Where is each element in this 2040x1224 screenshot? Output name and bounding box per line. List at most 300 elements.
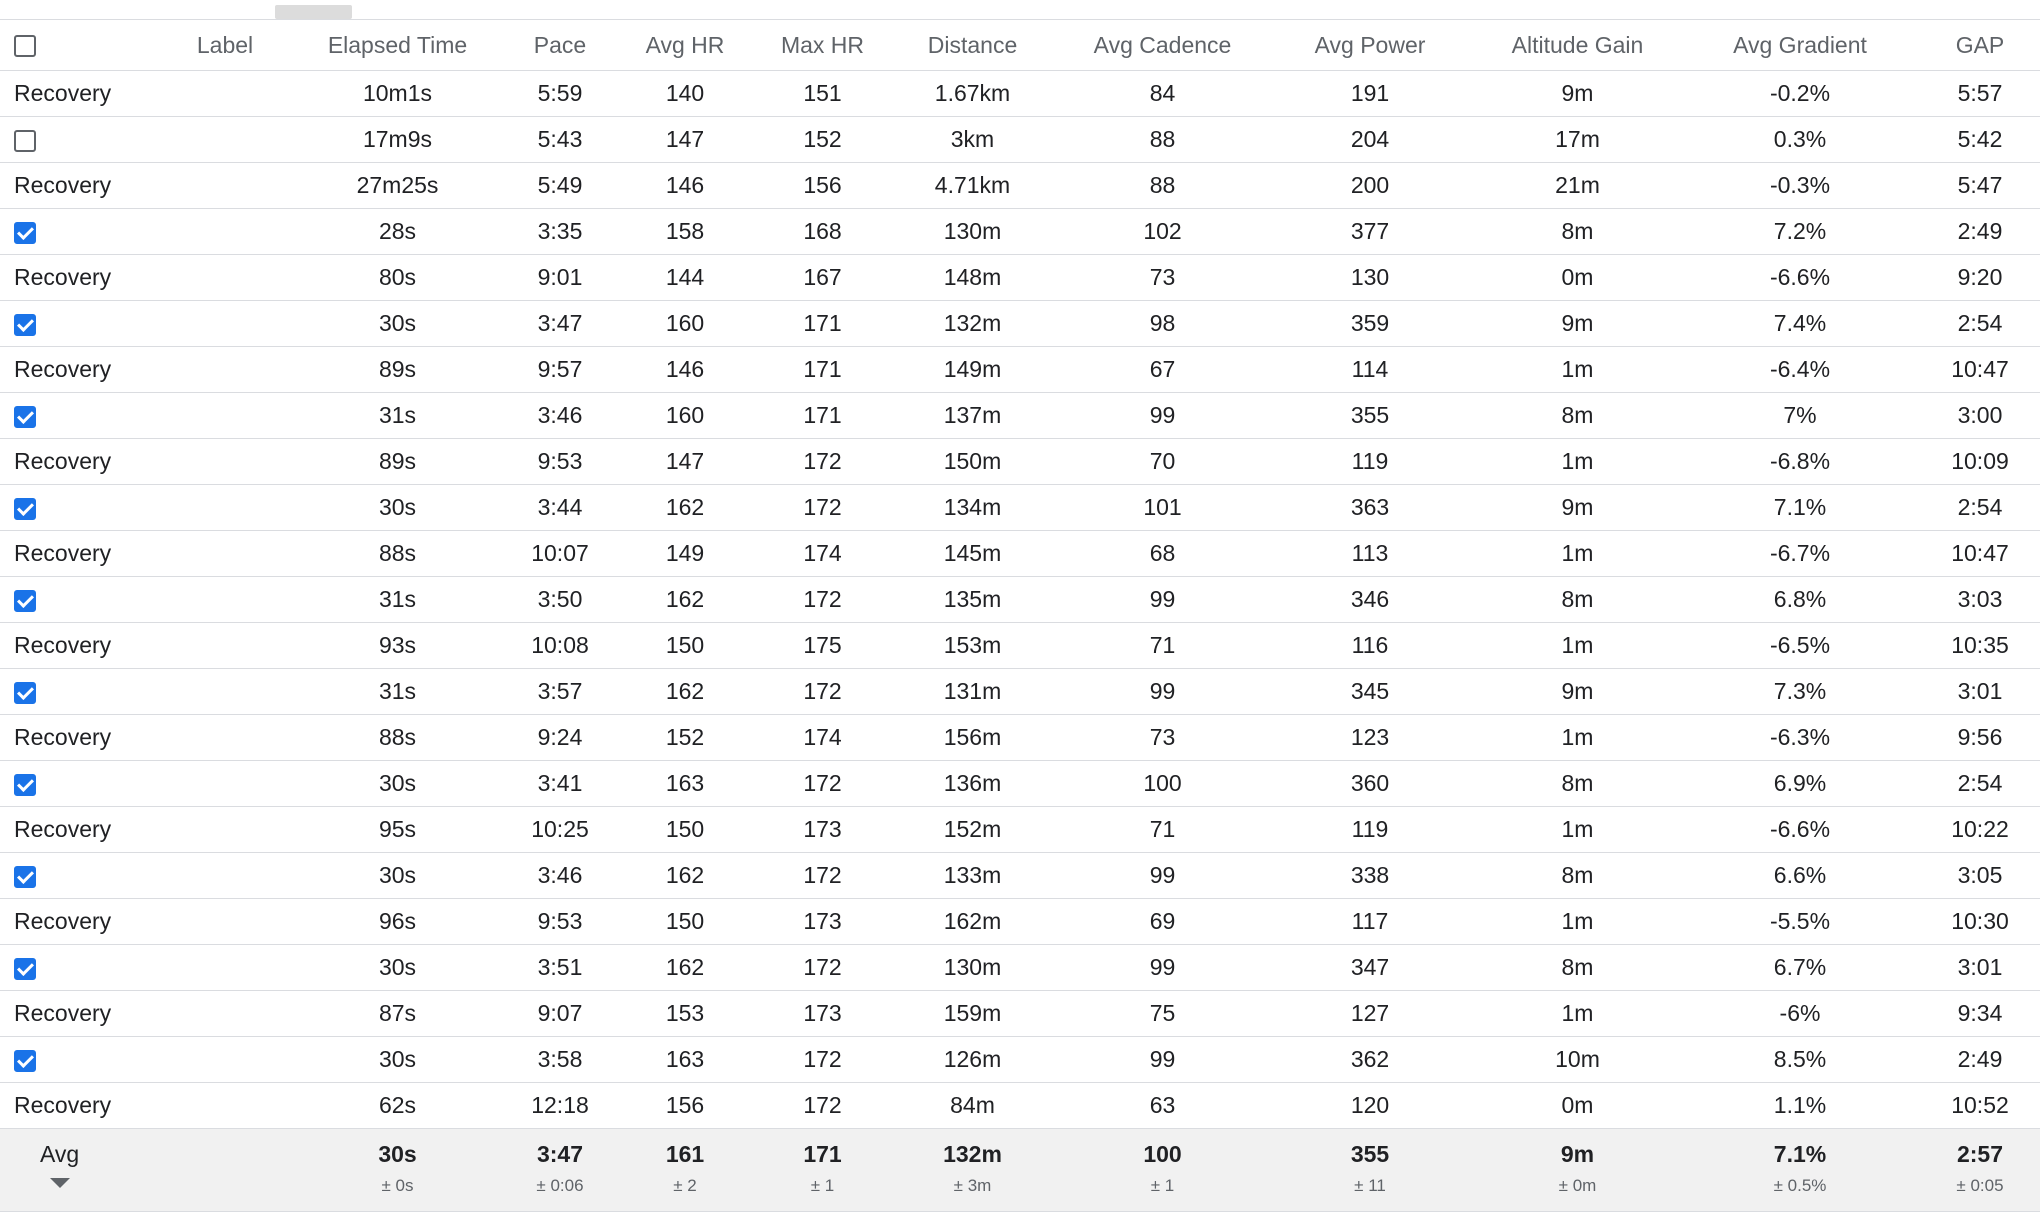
summary-deviation: ± 0:05	[1956, 1176, 2004, 1195]
summary-label-cell	[0, 1129, 285, 1212]
table-row[interactable]	[0, 255, 2040, 301]
cell-elapsed-time: 31s	[285, 577, 510, 623]
cell-avg-hr: 150	[610, 899, 760, 945]
cell-max-hr: 172	[760, 945, 885, 991]
table-row[interactable]	[0, 71, 2040, 117]
row-label: Recovery	[14, 816, 112, 842]
table-row[interactable]	[0, 347, 2040, 393]
row-checkbox-icon[interactable]	[14, 498, 36, 520]
cell-avg-gradient: -6.8%	[1680, 439, 1920, 485]
cell-avg-power: 116	[1265, 623, 1475, 669]
cell-avg-hr: 162	[610, 669, 760, 715]
row-label: Recovery	[14, 80, 112, 106]
table-row[interactable]	[0, 807, 2040, 853]
cell-avg-hr: 163	[610, 761, 760, 807]
cell-avg-cadence: 88	[1060, 163, 1265, 209]
cell-gap: 10:52	[1920, 1083, 2040, 1129]
row-checkbox-icon[interactable]	[14, 314, 36, 336]
cell-distance: 150m	[885, 439, 1060, 485]
cell-gap: 9:56	[1920, 715, 2040, 761]
row-label-cell	[0, 945, 285, 991]
summary-deviation: ± 1	[1150, 1176, 1175, 1195]
cell-avg-hr: 149	[610, 531, 760, 577]
cell-avg-gradient: 6.7%	[1680, 945, 1920, 991]
cell-distance: 148m	[885, 255, 1060, 301]
cell-distance: 132m	[885, 301, 1060, 347]
summary-deviation: ± 0s	[381, 1176, 414, 1195]
summary-cell-gap	[1920, 1129, 2040, 1212]
cell-avg-power: 114	[1265, 347, 1475, 393]
cell-gap: 10:35	[1920, 623, 2040, 669]
cell-avg-power: 346	[1265, 577, 1475, 623]
row-label-cell	[0, 669, 285, 715]
cell-elapsed-time: 27m25s	[285, 163, 510, 209]
cell-gap: 3:01	[1920, 669, 2040, 715]
row-label-cell	[0, 393, 285, 439]
cell-avg-hr: 147	[610, 117, 760, 163]
column-header-avg-gradient[interactable]: Avg Gradient	[1680, 20, 1920, 71]
cell-avg-cadence: 99	[1060, 393, 1265, 439]
cell-altitude-gain: 8m	[1475, 209, 1680, 255]
cell-avg-cadence: 73	[1060, 715, 1265, 761]
cell-avg-power: 127	[1265, 991, 1475, 1037]
summary-cell-avg-gradient	[1680, 1129, 1920, 1212]
summary-deviation: ± 0:06	[536, 1176, 584, 1195]
table-row[interactable]	[0, 899, 2040, 945]
cell-altitude-gain: 10m	[1475, 1037, 1680, 1083]
cell-pace: 3:51	[510, 945, 610, 991]
cell-avg-gradient: 0.3%	[1680, 117, 1920, 163]
row-checkbox-icon[interactable]	[14, 1050, 36, 1072]
cell-elapsed-time: 89s	[285, 347, 510, 393]
row-label-cell	[0, 623, 285, 669]
row-label-cell	[0, 347, 285, 393]
cell-avg-gradient: -6.7%	[1680, 531, 1920, 577]
cell-elapsed-time: 31s	[285, 393, 510, 439]
cell-gap: 10:09	[1920, 439, 2040, 485]
column-header-altitude-gain[interactable]: Altitude Gain	[1475, 20, 1680, 71]
cell-gap: 2:54	[1920, 485, 2040, 531]
cell-elapsed-time: 95s	[285, 807, 510, 853]
cell-max-hr: 173	[760, 991, 885, 1037]
cell-distance: 134m	[885, 485, 1060, 531]
cell-avg-cadence: 99	[1060, 853, 1265, 899]
cell-altitude-gain: 8m	[1475, 393, 1680, 439]
cell-altitude-gain: 8m	[1475, 853, 1680, 899]
table-row[interactable]	[0, 623, 2040, 669]
table-row[interactable]	[0, 485, 2040, 531]
summary-deviation: ± 0.5%	[1773, 1176, 1827, 1195]
cell-elapsed-time: 30s	[285, 761, 510, 807]
cell-altitude-gain: 17m	[1475, 117, 1680, 163]
cell-avg-hr: 153	[610, 991, 760, 1037]
cell-altitude-gain: 1m	[1475, 715, 1680, 761]
cell-elapsed-time: 31s	[285, 669, 510, 715]
cell-avg-cadence: 101	[1060, 485, 1265, 531]
table-row[interactable]	[0, 209, 2040, 255]
cell-elapsed-time: 88s	[285, 531, 510, 577]
cell-max-hr: 167	[760, 255, 885, 301]
cell-avg-gradient: 7.2%	[1680, 209, 1920, 255]
cell-max-hr: 172	[760, 1037, 885, 1083]
row-label-cell	[0, 255, 285, 301]
cell-avg-power: 362	[1265, 1037, 1475, 1083]
cell-max-hr: 174	[760, 715, 885, 761]
cell-pace: 3:35	[510, 209, 610, 255]
column-header-gap[interactable]: GAP	[1920, 20, 2040, 71]
column-header-distance[interactable]: Distance	[885, 20, 1060, 71]
cell-avg-power: 360	[1265, 761, 1475, 807]
cell-avg-power: 119	[1265, 439, 1475, 485]
cell-avg-hr: 140	[610, 71, 760, 117]
row-checkbox-icon[interactable]	[14, 222, 36, 244]
row-label-cell	[0, 1037, 285, 1083]
row-checkbox-icon[interactable]	[14, 958, 36, 980]
row-checkbox-icon[interactable]	[14, 682, 36, 704]
cell-avg-cadence: 71	[1060, 807, 1265, 853]
cell-distance: 153m	[885, 623, 1060, 669]
cell-avg-cadence: 99	[1060, 945, 1265, 991]
cell-avg-power: 200	[1265, 163, 1475, 209]
cell-max-hr: 174	[760, 531, 885, 577]
cell-avg-cadence: 99	[1060, 577, 1265, 623]
cell-altitude-gain: 0m	[1475, 1083, 1680, 1129]
caret-down-icon[interactable]	[50, 1178, 70, 1188]
row-label-cell	[0, 1083, 285, 1129]
cell-distance: 152m	[885, 807, 1060, 853]
cell-avg-gradient: 6.9%	[1680, 761, 1920, 807]
cell-avg-cadence: 63	[1060, 1083, 1265, 1129]
row-checkbox-icon[interactable]	[14, 130, 36, 152]
table-row[interactable]	[0, 669, 2040, 715]
horizontal-scrollbar[interactable]	[0, 0, 2040, 20]
row-label-cell	[0, 715, 285, 761]
cell-max-hr: 151	[760, 71, 885, 117]
cell-pace: 5:59	[510, 71, 610, 117]
summary-deviation: ± 0m	[1558, 1176, 1597, 1195]
cell-elapsed-time: 10m1s	[285, 71, 510, 117]
cell-pace: 9:53	[510, 899, 610, 945]
row-checkbox-icon[interactable]	[14, 590, 36, 612]
cell-distance: 84m	[885, 1083, 1060, 1129]
table-header	[0, 20, 2040, 71]
table-row[interactable]	[0, 393, 2040, 439]
cell-avg-gradient: -0.3%	[1680, 163, 1920, 209]
cell-gap: 10:47	[1920, 531, 2040, 577]
cell-distance: 1.67km	[885, 71, 1060, 117]
cell-elapsed-time: 62s	[285, 1083, 510, 1129]
cell-altitude-gain: 1m	[1475, 991, 1680, 1037]
cell-elapsed-time: 30s	[285, 1037, 510, 1083]
column-header-avg-cadence[interactable]: Avg Cadence	[1060, 20, 1265, 71]
cell-avg-gradient: 7.4%	[1680, 301, 1920, 347]
cell-gap: 10:22	[1920, 807, 2040, 853]
cell-avg-power: 347	[1265, 945, 1475, 991]
cell-distance: 159m	[885, 991, 1060, 1037]
cell-max-hr: 168	[760, 209, 885, 255]
cell-max-hr: 171	[760, 301, 885, 347]
row-label-cell	[0, 531, 285, 577]
summary-cell-avg-cadence	[1060, 1129, 1265, 1212]
table-row[interactable]	[0, 531, 2040, 577]
cell-avg-gradient: 7.3%	[1680, 669, 1920, 715]
row-label-cell	[0, 71, 285, 117]
summary-cell-avg-hr	[610, 1129, 760, 1212]
summary-value: 132m	[943, 1141, 1002, 1167]
row-label-cell	[0, 117, 285, 163]
table-row[interactable]	[0, 163, 2040, 209]
row-label: Recovery	[14, 724, 112, 750]
cell-altitude-gain: 1m	[1475, 347, 1680, 393]
cell-avg-gradient: -6.6%	[1680, 807, 1920, 853]
summary-cell-max-hr	[760, 1129, 885, 1212]
cell-avg-power: 123	[1265, 715, 1475, 761]
cell-altitude-gain: 1m	[1475, 439, 1680, 485]
cell-avg-gradient: -0.2%	[1680, 71, 1920, 117]
cell-avg-gradient: 6.6%	[1680, 853, 1920, 899]
cell-elapsed-time: 30s	[285, 853, 510, 899]
cell-max-hr: 175	[760, 623, 885, 669]
row-checkbox-icon[interactable]	[14, 866, 36, 888]
column-header-label[interactable]: Label	[165, 20, 285, 71]
row-label: Recovery	[14, 1000, 112, 1026]
row-label-cell	[0, 761, 285, 807]
scrollbar-thumb[interactable]	[275, 5, 352, 19]
cell-avg-power: 363	[1265, 485, 1475, 531]
cell-avg-hr: 158	[610, 209, 760, 255]
cell-pace: 3:41	[510, 761, 610, 807]
cell-elapsed-time: 28s	[285, 209, 510, 255]
row-label: Recovery	[14, 632, 112, 658]
summary-deviation: ± 11	[1354, 1176, 1386, 1195]
cell-pace: 9:57	[510, 347, 610, 393]
cell-max-hr: 172	[760, 577, 885, 623]
select-all-cell	[0, 20, 165, 71]
column-header-avg-power[interactable]: Avg Power	[1265, 20, 1475, 71]
table-row[interactable]	[0, 1083, 2040, 1129]
cell-avg-power: 345	[1265, 669, 1475, 715]
cell-distance: 126m	[885, 1037, 1060, 1083]
cell-avg-gradient: -6.6%	[1680, 255, 1920, 301]
cell-altitude-gain: 1m	[1475, 807, 1680, 853]
cell-avg-cadence: 68	[1060, 531, 1265, 577]
cell-altitude-gain: 1m	[1475, 623, 1680, 669]
summary-cell-pace	[510, 1129, 610, 1212]
table-row[interactable]	[0, 945, 2040, 991]
cell-altitude-gain: 8m	[1475, 945, 1680, 991]
summary-deviation: ± 2	[673, 1176, 697, 1195]
cell-avg-gradient: 6.8%	[1680, 577, 1920, 623]
cell-avg-power: 191	[1265, 71, 1475, 117]
summary-value: 3:47	[536, 1141, 584, 1167]
column-header-max-hr[interactable]: Max HR	[760, 20, 885, 71]
row-label: Recovery	[14, 908, 112, 934]
cell-elapsed-time: 96s	[285, 899, 510, 945]
cell-max-hr: 172	[760, 439, 885, 485]
column-header-elapsed-time[interactable]: Elapsed Time	[285, 20, 510, 71]
cell-avg-cadence: 70	[1060, 439, 1265, 485]
cell-avg-cadence: 100	[1060, 761, 1265, 807]
cell-altitude-gain: 9m	[1475, 485, 1680, 531]
cell-max-hr: 172	[760, 1083, 885, 1129]
table-row[interactable]	[0, 1037, 2040, 1083]
cell-pace: 10:08	[510, 623, 610, 669]
table-row[interactable]	[0, 577, 2040, 623]
summary-cell-altitude-gain	[1475, 1129, 1680, 1212]
cell-avg-cadence: 69	[1060, 899, 1265, 945]
row-checkbox-icon[interactable]	[14, 774, 36, 796]
table-row[interactable]	[0, 715, 2040, 761]
row-label-cell	[0, 439, 285, 485]
row-label-cell	[0, 209, 285, 255]
summary-value: 355	[1350, 1141, 1390, 1167]
cell-pace: 3:50	[510, 577, 610, 623]
cell-elapsed-time: 93s	[285, 623, 510, 669]
cell-distance: 135m	[885, 577, 1060, 623]
cell-avg-hr: 152	[610, 715, 760, 761]
row-label: Recovery	[14, 172, 112, 198]
table-row[interactable]	[0, 761, 2040, 807]
summary-value: 7.1%	[1773, 1141, 1827, 1167]
cell-pace: 5:43	[510, 117, 610, 163]
cell-max-hr: 172	[760, 853, 885, 899]
column-header-avg-hr[interactable]: Avg HR	[610, 20, 760, 71]
cell-avg-power: 113	[1265, 531, 1475, 577]
cell-elapsed-time: 89s	[285, 439, 510, 485]
cell-max-hr: 152	[760, 117, 885, 163]
cell-max-hr: 172	[760, 761, 885, 807]
summary-value: 171	[803, 1141, 842, 1167]
row-label-cell	[0, 899, 285, 945]
cell-avg-hr: 162	[610, 577, 760, 623]
cell-pace: 9:24	[510, 715, 610, 761]
row-label: Recovery	[14, 1092, 112, 1118]
table-row[interactable]	[0, 117, 2040, 163]
cell-altitude-gain: 1m	[1475, 899, 1680, 945]
cell-elapsed-time: 30s	[285, 485, 510, 531]
laps-table	[0, 20, 2040, 1212]
cell-avg-hr: 160	[610, 393, 760, 439]
cell-avg-gradient: -6%	[1680, 991, 1920, 1037]
cell-avg-hr: 146	[610, 347, 760, 393]
cell-pace: 3:44	[510, 485, 610, 531]
cell-avg-hr: 156	[610, 1083, 760, 1129]
cell-gap: 3:01	[1920, 945, 2040, 991]
row-label: Recovery	[14, 448, 112, 474]
cell-altitude-gain: 8m	[1475, 577, 1680, 623]
cell-gap: 9:34	[1920, 991, 2040, 1037]
cell-avg-hr: 147	[610, 439, 760, 485]
cell-altitude-gain: 21m	[1475, 163, 1680, 209]
cell-avg-power: 377	[1265, 209, 1475, 255]
row-label-cell	[0, 485, 285, 531]
summary-deviation: ± 3m	[953, 1176, 992, 1195]
cell-altitude-gain: 8m	[1475, 761, 1680, 807]
cell-avg-cadence: 73	[1060, 255, 1265, 301]
column-header-pace[interactable]: Pace	[510, 20, 610, 71]
cell-gap: 3:00	[1920, 393, 2040, 439]
cell-distance: 133m	[885, 853, 1060, 899]
summary-value: 100	[1143, 1141, 1182, 1167]
cell-avg-cadence: 71	[1060, 623, 1265, 669]
table-row[interactable]	[0, 439, 2040, 485]
cell-pace: 3:47	[510, 301, 610, 347]
cell-avg-hr: 162	[610, 853, 760, 899]
cell-pace: 3:46	[510, 853, 610, 899]
cell-avg-gradient: -6.5%	[1680, 623, 1920, 669]
cell-avg-hr: 146	[610, 163, 760, 209]
summary-value: 30s	[378, 1141, 417, 1167]
cell-avg-power: 338	[1265, 853, 1475, 899]
cell-distance: 130m	[885, 945, 1060, 991]
summary-cell-avg-power	[1265, 1129, 1475, 1212]
cell-avg-power: 120	[1265, 1083, 1475, 1129]
cell-avg-cadence: 84	[1060, 71, 1265, 117]
cell-elapsed-time: 30s	[285, 945, 510, 991]
row-label-cell	[0, 577, 285, 623]
cell-gap: 10:47	[1920, 347, 2040, 393]
cell-avg-gradient: -6.4%	[1680, 347, 1920, 393]
cell-avg-gradient: 1.1%	[1680, 1083, 1920, 1129]
cell-altitude-gain: 9m	[1475, 71, 1680, 117]
cell-gap: 2:49	[1920, 209, 2040, 255]
summary-value: 2:57	[1956, 1141, 2004, 1167]
cell-avg-hr: 162	[610, 485, 760, 531]
cell-avg-hr: 163	[610, 1037, 760, 1083]
cell-pace: 9:07	[510, 991, 610, 1037]
cell-avg-power: 359	[1265, 301, 1475, 347]
cell-pace: 9:53	[510, 439, 610, 485]
cell-distance: 137m	[885, 393, 1060, 439]
table-row[interactable]	[0, 991, 2040, 1037]
cell-avg-gradient: 7.1%	[1680, 485, 1920, 531]
cell-gap: 2:54	[1920, 761, 2040, 807]
cell-pace: 5:49	[510, 163, 610, 209]
cell-gap: 5:42	[1920, 117, 2040, 163]
row-label: Recovery	[14, 264, 112, 290]
cell-gap: 5:57	[1920, 71, 2040, 117]
cell-pace: 10:25	[510, 807, 610, 853]
cell-avg-power: 119	[1265, 807, 1475, 853]
cell-gap: 9:20	[1920, 255, 2040, 301]
summary-value: 161	[665, 1141, 705, 1167]
cell-avg-gradient: -6.3%	[1680, 715, 1920, 761]
cell-distance: 4.71km	[885, 163, 1060, 209]
cell-avg-gradient: 8.5%	[1680, 1037, 1920, 1083]
cell-distance: 136m	[885, 761, 1060, 807]
cell-elapsed-time: 17m9s	[285, 117, 510, 163]
cell-pace: 3:57	[510, 669, 610, 715]
cell-elapsed-time: 87s	[285, 991, 510, 1037]
cell-max-hr: 173	[760, 899, 885, 945]
select-all-checkbox-icon[interactable]	[14, 35, 36, 57]
cell-gap: 2:49	[1920, 1037, 2040, 1083]
cell-pace: 12:18	[510, 1083, 610, 1129]
cell-max-hr: 173	[760, 807, 885, 853]
cell-avg-cadence: 99	[1060, 1037, 1265, 1083]
cell-avg-gradient: -5.5%	[1680, 899, 1920, 945]
cell-avg-cadence: 75	[1060, 991, 1265, 1037]
summary-cell-elapsed-time	[285, 1129, 510, 1212]
cell-avg-hr: 150	[610, 623, 760, 669]
table-row[interactable]	[0, 301, 2040, 347]
table-row[interactable]	[0, 853, 2040, 899]
cell-avg-cadence: 98	[1060, 301, 1265, 347]
cell-max-hr: 156	[760, 163, 885, 209]
cell-avg-hr: 144	[610, 255, 760, 301]
row-label: Recovery	[14, 356, 112, 382]
row-checkbox-icon[interactable]	[14, 406, 36, 428]
